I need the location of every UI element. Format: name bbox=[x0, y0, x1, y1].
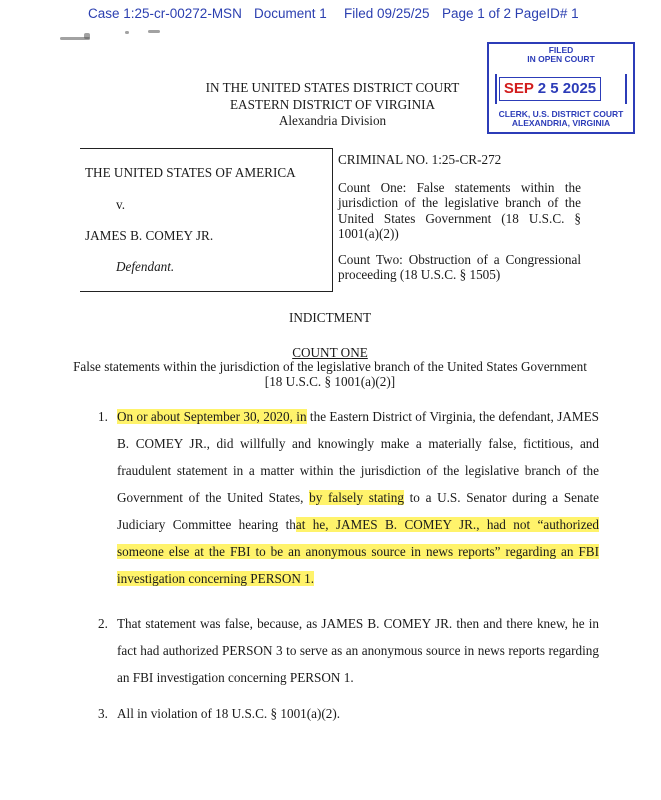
stamp-year: 2025 bbox=[562, 80, 597, 97]
filed-stamp bbox=[487, 42, 635, 134]
count-one-heading: COUNT ONE bbox=[292, 345, 368, 360]
scan-mark bbox=[148, 30, 160, 33]
highlighted-text: by falsely stating bbox=[309, 490, 404, 505]
text-line bbox=[117, 484, 599, 511]
text-segment: to a U.S. Senator during a Senate bbox=[403, 490, 599, 505]
text-line: That statement was false, because, as JAMES B. COMEY JR. then and there knew, he in bbox=[117, 616, 599, 631]
text-line bbox=[117, 565, 599, 592]
document-number: Document 1 bbox=[254, 6, 327, 21]
case-caption bbox=[80, 148, 333, 292]
criminal-number: CRIMINAL NO. 1:25-CR-272 bbox=[338, 152, 502, 167]
page-id: Page 1 of 2 PageID# 1 bbox=[442, 6, 579, 21]
stamp-open-court: IN OPEN COURT bbox=[527, 54, 595, 64]
count-one-summary: Count One: False statements within the jurisdiction of the legislative branch of the United States Government (18 U.S.C. § 1001(a)(2)) bbox=[338, 179, 581, 241]
court-title bbox=[150, 80, 515, 130]
stamp-location: ALEXANDRIA, VIRGINIA bbox=[511, 118, 611, 128]
division-name: Alexandria Division bbox=[278, 113, 387, 128]
count-one-citation: [18 U.S.C. § 1001(a)(2)] bbox=[264, 374, 396, 389]
case-number: Case 1:25-cr-00272-MSN bbox=[88, 6, 242, 21]
filed-date: Filed 09/25/25 bbox=[344, 6, 430, 21]
text-segment: Government of the United States, bbox=[117, 490, 310, 505]
text-line: an FBI investigation concerning PERSON 1. bbox=[117, 670, 354, 685]
case-charges bbox=[338, 152, 581, 283]
text-line: fraudulent statement in a matter within the jurisdiction of the legislative branch of the bbox=[117, 463, 599, 478]
paragraph-body bbox=[117, 700, 599, 727]
stamp-filed: FILED bbox=[548, 45, 574, 55]
text-line bbox=[117, 538, 599, 565]
highlighted-text: investigation concerning PERSON 1. bbox=[117, 571, 315, 586]
scan-mark bbox=[84, 33, 90, 39]
count-one-subtitle: False statements within the jurisdiction of the legislative branch of the United States Government bbox=[73, 359, 587, 374]
defendant-label: Defendant. bbox=[116, 259, 175, 274]
text-line: All in violation of 18 U.S.C. § 1001(a)(2). bbox=[117, 706, 341, 721]
text-segment: Judiciary Committee hearing th bbox=[117, 517, 296, 532]
stamp-date bbox=[499, 77, 601, 101]
text-line: fact had authorized PERSON 3 to serve as an anonymous source in news reports regarding bbox=[117, 643, 599, 658]
stamp-clerk: CLERK, U.S. DISTRICT COURT bbox=[498, 109, 624, 119]
count-two-summary: Count Two: Obstruction of a Congressional proceeding (18 U.S.C. § 1505) bbox=[338, 251, 581, 282]
stamp-bracket-left bbox=[495, 74, 497, 104]
scan-mark bbox=[125, 31, 129, 34]
text-line bbox=[117, 403, 599, 430]
paragraph-body bbox=[117, 610, 599, 691]
paragraph-body bbox=[117, 403, 599, 592]
text-line bbox=[117, 511, 599, 538]
highlighted-text: On or about September 30, 2020, in bbox=[117, 409, 307, 424]
court-name: IN THE UNITED STATES DISTRICT COURT bbox=[205, 80, 460, 95]
plaintiff: THE UNITED STATES OF AMERICA bbox=[85, 165, 296, 180]
stamp-month: SEP bbox=[503, 80, 534, 97]
versus: v. bbox=[116, 197, 126, 212]
stamp-day: 2 5 bbox=[537, 80, 559, 97]
paragraph-number: 1. bbox=[98, 409, 108, 424]
highlighted-text: someone else at the FBI to be an anonymous source in news reports” regarding an FBI bbox=[117, 544, 599, 559]
highlighted-text: at he, JAMES B. COMEY JR., had not “authorized bbox=[295, 517, 599, 532]
stamp-bracket-right bbox=[625, 74, 627, 104]
indictment-title: INDICTMENT bbox=[288, 310, 372, 325]
paragraph-number: 2. bbox=[98, 616, 108, 631]
text-segment: the Eastern District of Virginia, the defendant, JAMES bbox=[306, 409, 599, 424]
paragraph-number: 3. bbox=[98, 706, 108, 721]
defendant-name: JAMES B. COMEY JR. bbox=[85, 228, 214, 243]
text-line: B. COMEY JR., did willfully and knowingly make a materially false, fictitious, and bbox=[117, 436, 599, 451]
district-name: EASTERN DISTRICT OF VIRGINIA bbox=[229, 96, 436, 112]
